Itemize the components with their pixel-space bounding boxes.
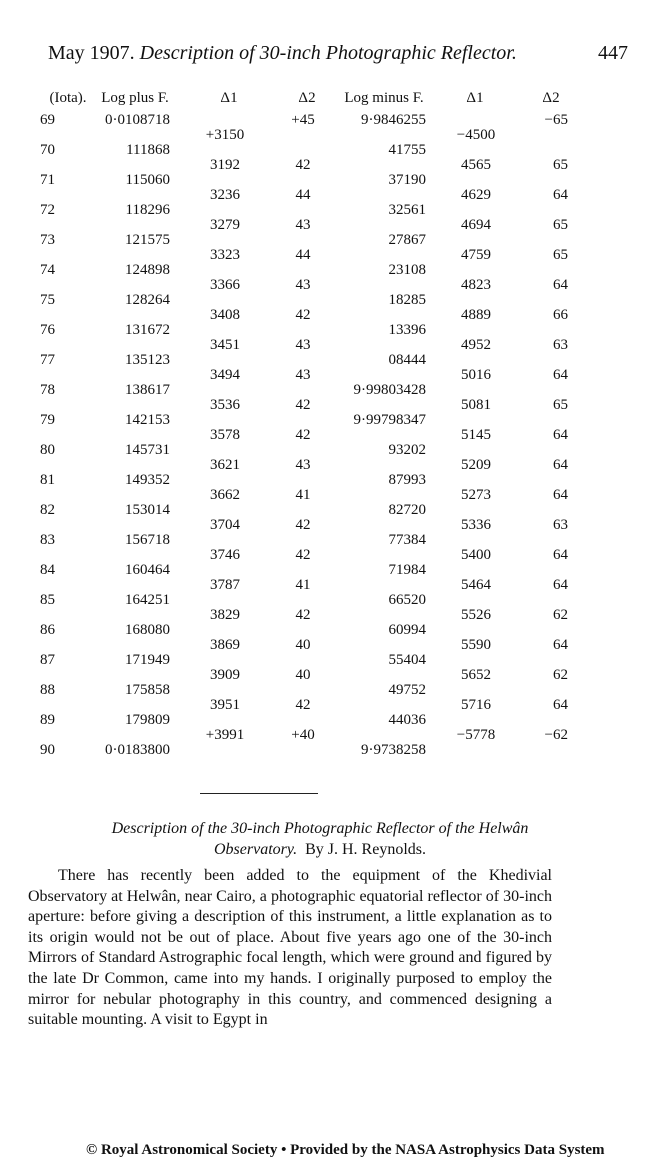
delta1-plus-value: 3578 (210, 427, 240, 443)
log-plus-value: 0·0183800 (105, 742, 170, 758)
delta1-minus-value: 5652 (461, 667, 491, 683)
delta2-plus-value: 42 (295, 547, 311, 563)
log-plus-value: 175858 (125, 682, 170, 698)
iota-value: 70 (40, 142, 55, 158)
delta1-plus-value: +3150 (205, 127, 245, 143)
delta2-minus-value: 64 (553, 457, 568, 473)
iota-value: 69 (40, 112, 55, 128)
column-header: Δ2 (542, 90, 560, 106)
column-header: Δ2 (298, 90, 316, 106)
iota-value: 89 (40, 712, 55, 728)
delta1-plus-value: 3787 (210, 577, 240, 593)
header-title: Description of 30-inch Photographic Reflector. (139, 42, 517, 64)
delta1-minus-value: 5145 (461, 427, 491, 443)
delta1-plus-value: 3909 (210, 667, 240, 683)
delta2-minus-value: 64 (553, 577, 568, 593)
iota-value: 71 (40, 172, 55, 188)
delta1-plus-value: 3494 (210, 367, 240, 383)
footer-credit: © Royal Astronomical Society • Provided by the NASA Astrophysics Data System (86, 1142, 605, 1158)
delta1-minus-value: 5590 (461, 637, 491, 653)
log-minus-value: 18285 (388, 292, 426, 308)
delta2-minus-value: 65 (553, 247, 568, 263)
log-minus-value: 55404 (388, 652, 426, 668)
log-minus-value: 71984 (388, 562, 426, 578)
delta1-plus-value: 3408 (210, 307, 240, 323)
delta1-minus-value: −4500 (456, 127, 496, 143)
log-minus-value: 9·99803428 (353, 382, 426, 398)
article-byline: By J. H. Reynolds. (305, 841, 426, 858)
log-plus-value: 145731 (125, 442, 170, 458)
delta1-minus-value: 5400 (461, 547, 491, 563)
delta2-minus-value: −62 (544, 727, 568, 743)
delta2-plus-value: +45 (291, 112, 315, 128)
delta1-plus-value: 3829 (210, 607, 240, 623)
delta2-minus-value: 64 (553, 277, 568, 293)
log-minus-value: 41755 (388, 142, 426, 158)
delta2-minus-value: 65 (553, 217, 568, 233)
log-minus-value: 27867 (388, 232, 426, 248)
iota-value: 80 (40, 442, 55, 458)
delta1-minus-value: 5209 (461, 457, 491, 473)
iota-value: 77 (40, 352, 55, 368)
log-plus-value: 142153 (125, 412, 170, 428)
log-minus-value: 13396 (388, 322, 426, 338)
page-header (48, 42, 628, 65)
delta2-minus-value: 65 (553, 397, 568, 413)
log-minus-value: 37190 (388, 172, 426, 188)
column-header: Log plus F. (101, 90, 169, 106)
delta1-minus-value: 5464 (461, 577, 491, 593)
delta2-minus-value: 62 (553, 667, 568, 683)
iota-value: 73 (40, 232, 55, 248)
delta1-minus-value: −5778 (456, 727, 496, 743)
delta2-minus-value: 64 (553, 187, 568, 203)
iota-value: 90 (40, 742, 55, 758)
delta2-minus-value: 64 (553, 427, 568, 443)
iota-value: 72 (40, 202, 55, 218)
iota-value: 78 (40, 382, 55, 398)
delta1-minus-value: 4759 (461, 247, 491, 263)
column-header: Log minus F. (344, 90, 424, 106)
delta1-plus-value: 3366 (210, 277, 240, 293)
delta1-plus-value: 3192 (210, 157, 240, 173)
delta1-minus-value: 4952 (461, 337, 491, 353)
column-header: (Iota). (49, 90, 87, 106)
section-divider (200, 793, 318, 794)
log-minus-value: 93202 (388, 442, 426, 458)
log-minus-value: 32561 (388, 202, 426, 218)
delta2-plus-value: 42 (295, 397, 311, 413)
delta1-minus-value: 4629 (461, 187, 491, 203)
log-minus-value: 9·99798347 (353, 412, 426, 428)
delta1-plus-value: 3951 (210, 697, 240, 713)
log-minus-value: 08444 (388, 352, 426, 368)
article-title-line1: Description of the 30-inch Photographic Reflector of the Helwân (111, 820, 529, 837)
iota-value: 76 (40, 322, 55, 338)
page-number: 447 (598, 42, 628, 64)
log-plus-value: 153014 (125, 502, 170, 518)
delta2-plus-value: 41 (295, 577, 311, 593)
delta2-plus-value: 43 (295, 277, 311, 293)
log-plus-value: 171949 (125, 652, 170, 668)
delta2-minus-value: −65 (544, 112, 568, 128)
delta1-plus-value: 3746 (210, 547, 240, 563)
log-minus-value: 87993 (388, 472, 426, 488)
log-plus-value: 0·0108718 (105, 112, 170, 128)
delta2-plus-value: 44 (295, 247, 311, 263)
delta1-plus-value: 3451 (210, 337, 240, 353)
delta2-minus-value: 65 (553, 157, 568, 173)
delta1-plus-value: 3279 (210, 217, 240, 233)
delta2-plus-value: 43 (295, 217, 311, 233)
delta2-minus-value: 66 (553, 307, 568, 323)
log-plus-value: 168080 (125, 622, 170, 638)
delta1-minus-value: 4694 (461, 217, 491, 233)
delta1-plus-value: 3621 (210, 457, 240, 473)
delta1-minus-value: 4565 (461, 157, 491, 173)
log-minus-value: 9·9738258 (361, 742, 426, 758)
delta1-minus-value: 5016 (461, 367, 491, 383)
log-minus-value: 44036 (388, 712, 426, 728)
log-plus-value: 156718 (125, 532, 170, 548)
log-plus-value: 118296 (125, 202, 170, 218)
log-plus-value: 128264 (125, 292, 170, 308)
delta1-plus-value: +3991 (205, 727, 245, 743)
delta2-plus-value: +40 (291, 727, 315, 743)
log-plus-value: 164251 (125, 592, 170, 608)
log-plus-value: 149352 (125, 472, 170, 488)
delta1-plus-value: 3662 (210, 487, 240, 503)
delta2-minus-value: 64 (553, 637, 568, 653)
iota-value: 81 (40, 472, 55, 488)
delta2-minus-value: 63 (553, 337, 568, 353)
log-plus-value: 115060 (125, 172, 170, 188)
log-minus-value: 66520 (388, 592, 426, 608)
iota-value: 83 (40, 532, 55, 548)
delta1-plus-value: 3236 (210, 187, 240, 203)
log-plus-value: 124898 (125, 262, 170, 278)
delta2-plus-value: 40 (295, 637, 311, 653)
log-plus-value: 131672 (125, 322, 170, 338)
delta2-plus-value: 42 (295, 517, 311, 533)
log-minus-value: 49752 (388, 682, 426, 698)
delta1-plus-value: 3704 (210, 517, 240, 533)
article-paragraph: There has recently been added to the equipment of the Khedivial Observatory at Helwân, near Cairo, a photographic equatorial reflector of 30-inch aperture: before giving a description of this instrument, a little explanation as to its origin would not be out of place. About five years ago one of the 30-inch Mirrors of Standard Astrographic focal length, which were ground and figured by the late Dr Common, came into my hands. I originally purposed to employ the mirror for nebular photography in this country, and commenced designing a suitable mounting. A visit to Egypt in (28, 867, 552, 1029)
delta2-plus-value: 43 (295, 367, 311, 383)
header-date: May 1907. (48, 42, 135, 64)
log-minus-value: 82720 (388, 502, 426, 518)
log-plus-value: 111868 (126, 142, 170, 158)
delta2-plus-value: 42 (295, 607, 311, 623)
column-header: Δ1 (466, 90, 484, 106)
log-minus-value: 9·9846255 (361, 112, 426, 128)
delta2-plus-value: 41 (295, 487, 311, 503)
iota-value: 75 (40, 292, 55, 308)
delta2-plus-value: 40 (295, 667, 311, 683)
article-title-line2: Observatory. (213, 841, 298, 858)
iota-value: 88 (40, 682, 55, 698)
delta2-plus-value: 42 (295, 307, 311, 323)
delta1-plus-value: 3323 (210, 247, 240, 263)
delta2-minus-value: 64 (553, 697, 568, 713)
iota-value: 84 (40, 562, 55, 578)
delta1-minus-value: 5081 (461, 397, 491, 413)
delta2-minus-value: 64 (553, 547, 568, 563)
log-plus-value: 138617 (125, 382, 170, 398)
iota-value: 74 (40, 262, 55, 278)
delta1-plus-value: 3536 (210, 397, 240, 413)
delta2-plus-value: 42 (295, 697, 311, 713)
delta1-minus-value: 5526 (461, 607, 491, 623)
delta2-minus-value: 62 (553, 607, 568, 623)
delta2-plus-value: 43 (295, 457, 311, 473)
iota-value: 85 (40, 592, 55, 608)
delta2-plus-value: 44 (295, 187, 311, 203)
log-minus-value: 60994 (388, 622, 426, 638)
delta2-minus-value: 64 (553, 487, 568, 503)
delta1-minus-value: 5336 (461, 517, 491, 533)
column-header: Δ1 (220, 90, 238, 106)
log-minus-value: 77384 (388, 532, 426, 548)
delta1-minus-value: 4889 (461, 307, 491, 323)
iota-value: 82 (40, 502, 55, 518)
delta1-minus-value: 5716 (461, 697, 491, 713)
delta2-minus-value: 64 (553, 367, 568, 383)
delta2-plus-value: 42 (295, 157, 311, 173)
log-minus-value: 23108 (388, 262, 426, 278)
delta2-plus-value: 43 (295, 337, 311, 353)
article-title (30, 818, 610, 860)
delta1-minus-value: 5273 (461, 487, 491, 503)
log-plus-value: 160464 (125, 562, 170, 578)
iota-value: 86 (40, 622, 55, 638)
log-plus-value: 179809 (125, 712, 170, 728)
iota-value: 79 (40, 412, 55, 428)
delta2-plus-value: 42 (295, 427, 311, 443)
delta1-plus-value: 3869 (210, 637, 240, 653)
log-plus-value: 135123 (125, 352, 170, 368)
delta1-minus-value: 4823 (461, 277, 491, 293)
delta2-minus-value: 63 (553, 517, 568, 533)
iota-value: 87 (40, 652, 55, 668)
article-body (28, 866, 552, 1031)
log-plus-value: 121575 (125, 232, 170, 248)
